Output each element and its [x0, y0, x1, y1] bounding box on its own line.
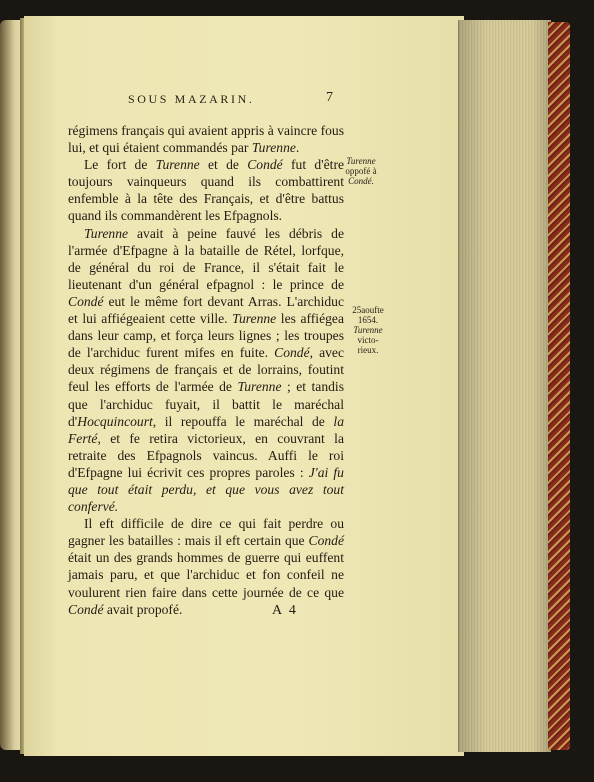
text-run: . [295, 140, 300, 156]
italic-text: J'ai fu que tout était perdu, et que vous avez tout confervé. [68, 464, 344, 515]
text-run: ; et tandis que l'archiduc fuyait, il battit le maréchal d' [68, 379, 344, 429]
paragraph [68, 515, 344, 618]
text-run: avait à peine fauvé les débris de l'armée d'Efpagne à la bataille de Rétel, lorfque, de général du roi de France, il s'était fait le lieutenant d'un général efpagnol : le prince de [68, 225, 344, 292]
book-binding [548, 22, 570, 750]
text-run: Le fort de [84, 157, 156, 173]
margin-note-line: Condé. [348, 176, 374, 186]
text-run: , et fe retira victorieux, en couvrant la retraite des Efpagnols vaincus. Auffi le roi d'Efpagne lui écrivit ces propres paroles : [68, 430, 344, 480]
italic-text: Turenne [251, 140, 296, 156]
text-run: les affiégea dans leur camp, et força leurs lignes ; les troupes de l'archiduc furent mifes en fuite. [68, 311, 344, 361]
italic-text: Condé [247, 157, 283, 173]
text-run: et de [199, 157, 248, 173]
text-run: Il eft difficile de dire ce qui fait perdre ou gagner les batailles : mais il eft certain que [68, 516, 344, 549]
text-run: eut le même fort devant Arras. L'archiduc et lui affiégeaient cette ville. [68, 293, 344, 327]
italic-text: Hocquincourt [77, 413, 153, 429]
italic-text: Turenne [155, 157, 200, 173]
italic-text: Turenne [84, 225, 129, 241]
italic-text: Condé [308, 533, 344, 549]
paragraph [68, 225, 344, 516]
paragraph [68, 156, 344, 224]
italic-text: la Ferté [68, 413, 344, 446]
margin-note-line: oppofé à [345, 166, 377, 176]
italic-text: Condé [68, 601, 104, 617]
paragraph [68, 122, 344, 156]
margin-note-line: rieux. [357, 345, 379, 355]
margin-note-line: victo- [357, 335, 379, 345]
signature-mark: A 4 [272, 603, 298, 618]
running-head: SOUS MAZARIN. [128, 92, 255, 106]
margin-note-line: Turenne [353, 325, 383, 335]
margin-note-line: Turenne [346, 156, 376, 166]
text-run: fut d'être toujours vainqueurs quand ils combattirent enfemble à la tête des Français, et d'être battus quand ils commandèrent les Efpagnols. [68, 157, 345, 224]
italic-text: Condé [274, 345, 310, 361]
body-text [68, 122, 344, 618]
margin-note-line: 1654. [357, 315, 379, 325]
text-run: était un des grands hommes de guerre qui euffent jamais paru, et que l'archiduc et fon confeil ne voulurent rien faire dans cette journée de ce que [68, 550, 344, 600]
text-run: régimens français qui avaient appris à vaincre fous lui, et qui étaient commandés par [68, 123, 344, 156]
italic-text: Turenne [237, 379, 282, 395]
margin-note-turenne-conde [343, 156, 379, 186]
page-edges [458, 20, 551, 752]
margin-note-date [343, 305, 393, 355]
italic-text: Turenne [232, 311, 277, 327]
italic-text: Condé [68, 293, 104, 309]
margin-note-line: 25aoufte [352, 305, 384, 315]
page-number: 7 [326, 90, 333, 105]
text-run: avait propofé. [103, 601, 183, 617]
text-run: , avec deux régimens de français et de lorrains, foutint feul les efforts de l'armée de [68, 345, 344, 395]
text-run: , il repouffa le maréchal de [152, 413, 334, 429]
